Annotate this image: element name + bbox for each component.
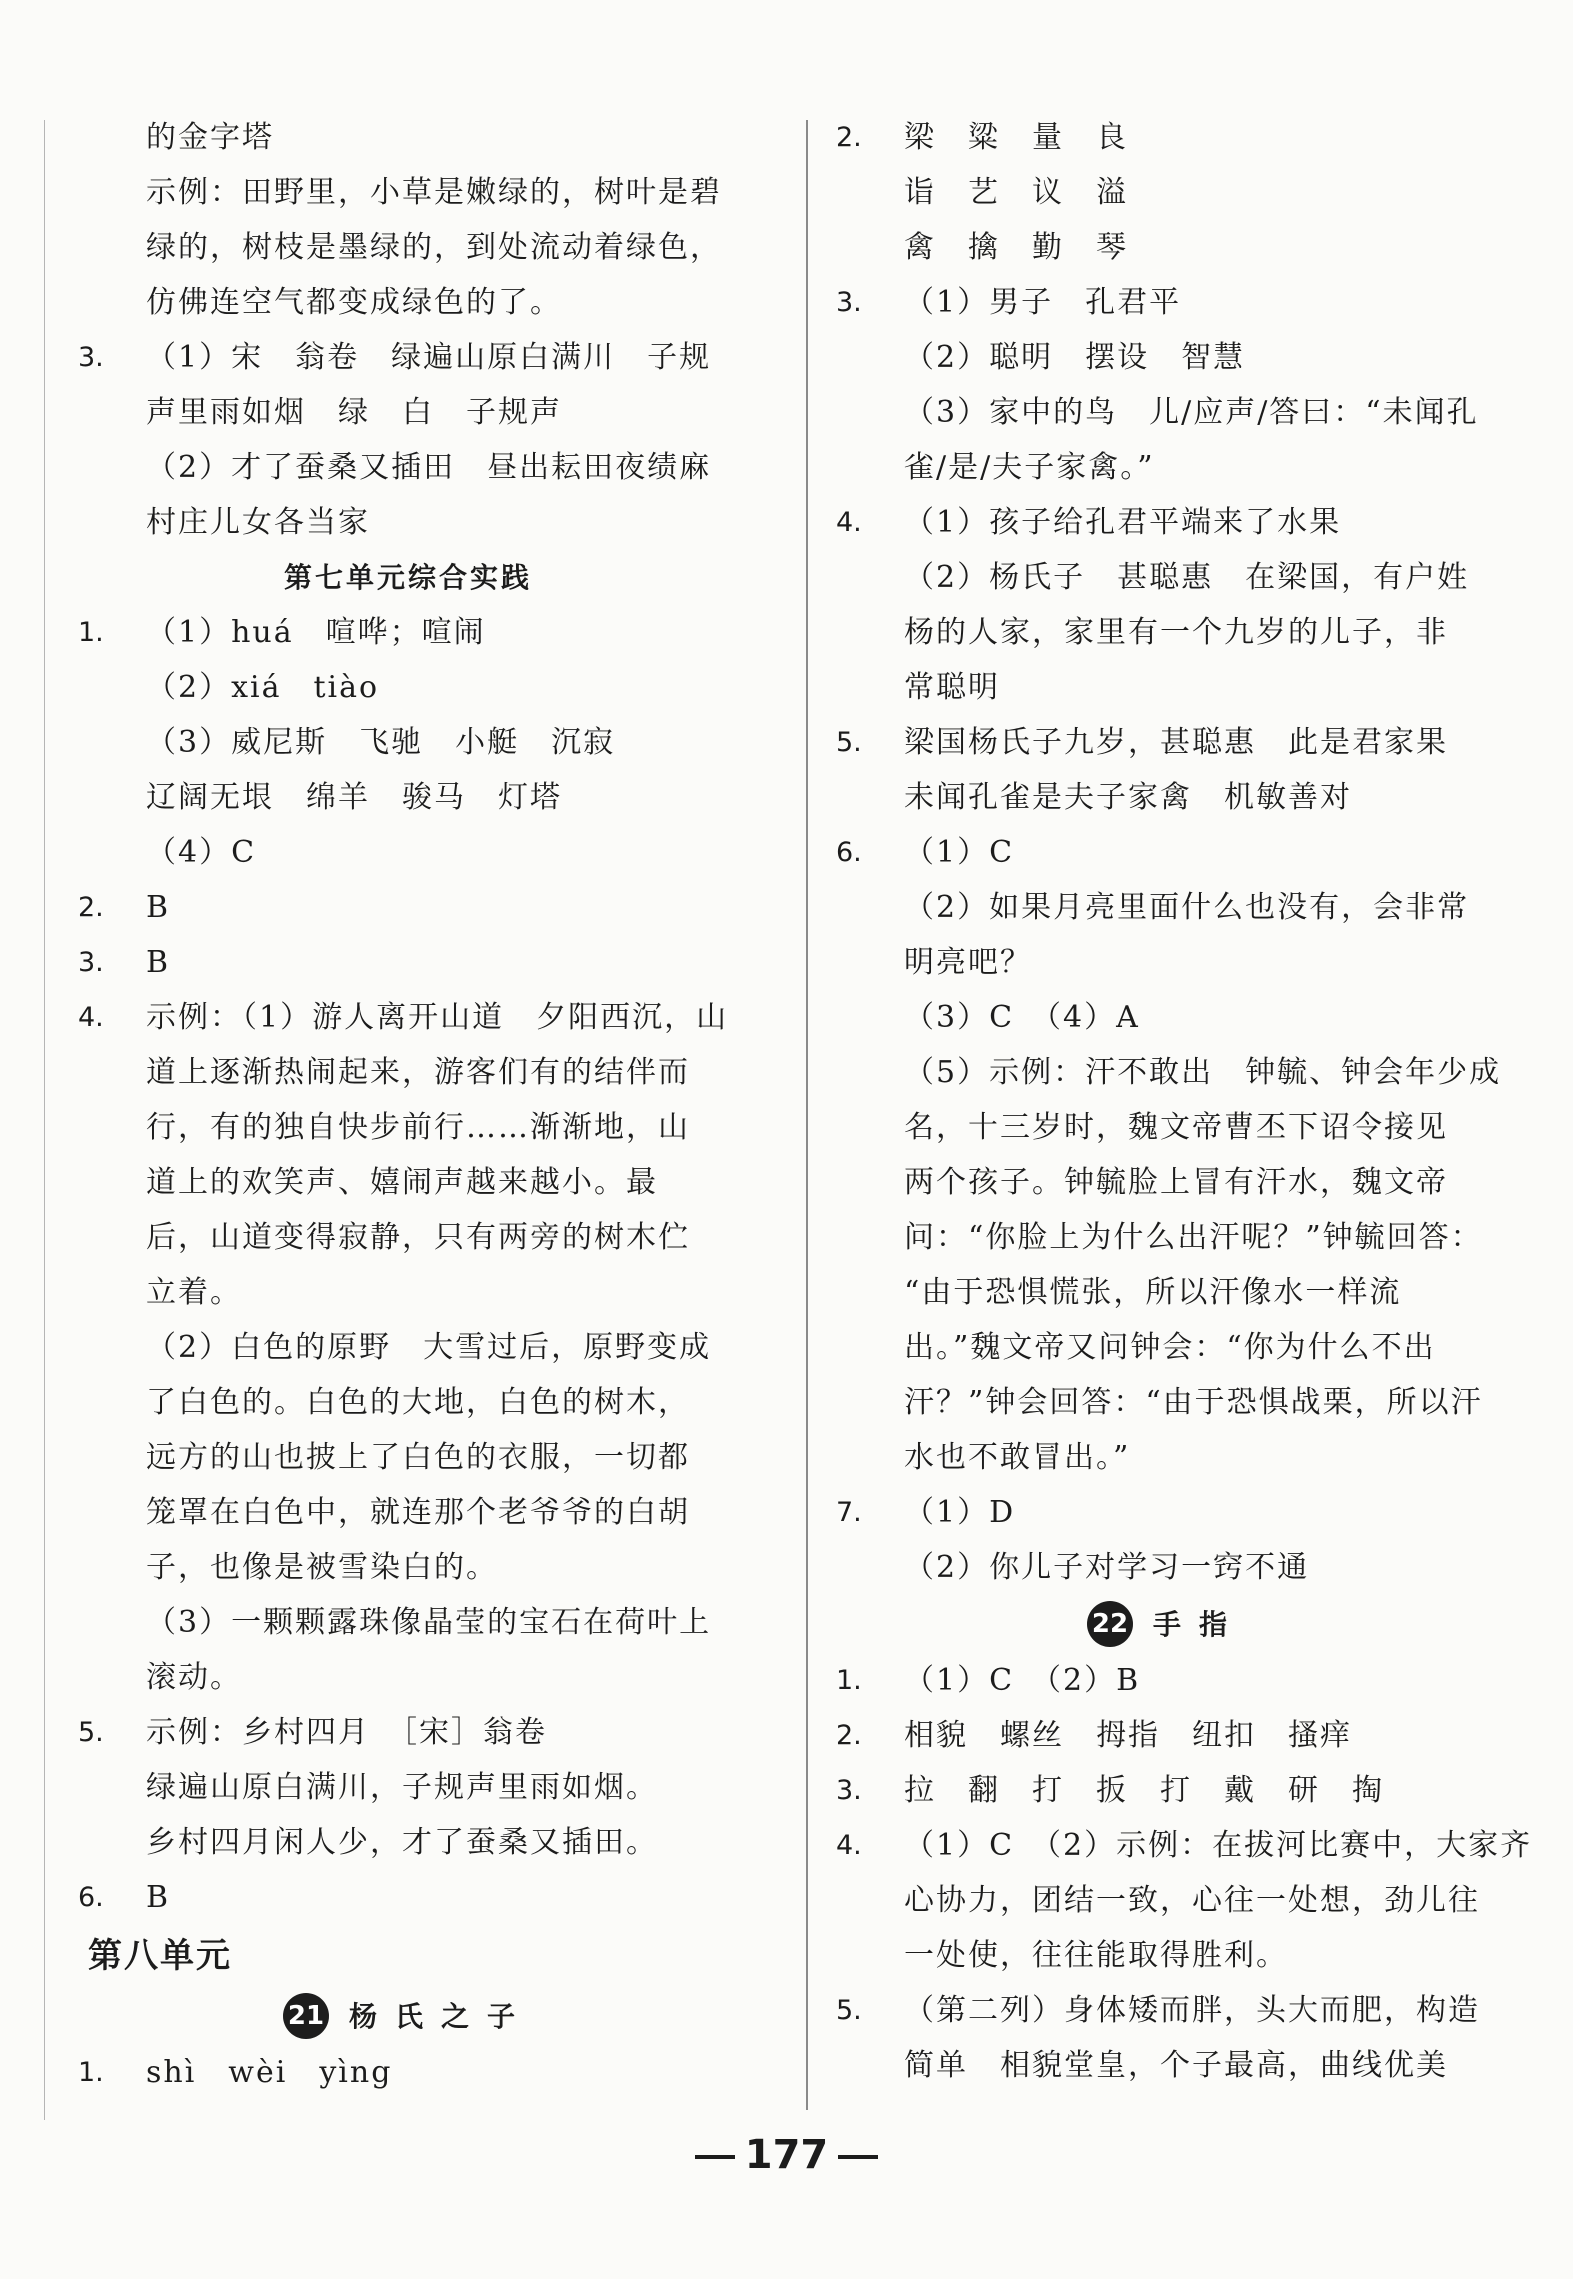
answer-text: （3）C （4）A — [904, 1000, 1140, 1035]
question-number: 2. — [836, 1720, 862, 1751]
answer-text: 滚动。 — [146, 1660, 242, 1695]
answer-line — [88, 1430, 728, 1485]
answer-text: 立着。 — [146, 1275, 242, 1310]
answer-line — [846, 1210, 1486, 1265]
answer-text: 示例：田野里，小草是嫩绿的，树叶是碧 — [146, 175, 722, 210]
question-number: 3. — [836, 1775, 862, 1806]
answer-line — [88, 1485, 728, 1540]
answer-text: （1）C （2）示例：在拔河比赛中，大家齐 — [904, 1828, 1533, 1863]
answer-line — [836, 1708, 1486, 1763]
answer-line — [846, 770, 1486, 825]
answer-text: 水也不敢冒出。” — [904, 1440, 1131, 1475]
question-number: 6. — [78, 1882, 104, 1913]
question-number: 5. — [836, 727, 862, 758]
answer-text: 仿佛连空气都变成绿色的了。 — [146, 285, 562, 320]
answer-line — [78, 2045, 728, 2100]
answer-text: （3）一颗颗露珠像晶莹的宝石在荷叶上 — [146, 1605, 712, 1640]
answer-line — [836, 1485, 1486, 1540]
answer-text: 雀/是/夫子家禽。” — [904, 450, 1155, 485]
answer-text: 相貌 螺丝 拇指 纽扣 搔痒 — [904, 1718, 1352, 1753]
answer-text: 了白色的。白色的大地，白色的树木， — [146, 1385, 690, 1420]
answer-text: （1）宋 翁卷 绿遍山原白满川 子规 — [146, 340, 712, 375]
answer-text: （1）C — [904, 835, 1015, 870]
lesson-title-22 — [846, 1595, 1486, 1653]
answer-line — [88, 275, 728, 330]
answer-text: 声里雨如烟 绿 白 子规声 — [146, 395, 562, 430]
right-answer-block-1 — [836, 110, 1516, 1595]
answer-text: 杨的人家，家里有一个九岁的儿子，非 — [904, 615, 1448, 650]
answer-text: 问：“你脸上为什么出汗呢？”钟毓回答： — [904, 1220, 1483, 1255]
answer-line — [88, 770, 728, 825]
answer-text: （2）xiá tiào — [146, 670, 380, 705]
answer-text: （1）huá 喧哗；喧闹 — [146, 615, 486, 650]
question-number: 1. — [836, 1665, 862, 1696]
right-column — [836, 110, 1533, 2093]
answer-text: 示例：乡村四月 ［宋］翁卷 — [146, 1715, 547, 1750]
page-edge-line — [44, 120, 45, 2120]
answer-line — [836, 275, 1486, 330]
lesson-title-text: 手指 — [1152, 1607, 1245, 1641]
answer-line — [846, 385, 1486, 440]
answer-line — [78, 990, 729, 1045]
answer-line — [88, 1540, 728, 1595]
answer-text: （2）才了蚕桑又插田 昼出耘田夜绩麻 — [146, 450, 712, 485]
question-number: 4. — [836, 1830, 862, 1861]
right-answer-block-2 — [836, 1653, 1533, 2093]
section-heading: 第七单元综合实践 — [283, 561, 532, 594]
answer-text: 汗？”钟会回答：“由于恐惧战栗，所以汗 — [904, 1385, 1483, 1420]
question-number: 3. — [836, 287, 862, 318]
answer-line — [88, 495, 728, 550]
answer-text: 绿遍山原白满川，子规声里雨如烟。 — [146, 1770, 658, 1805]
answer-text: 笼罩在白色中，就连那个老爷爷的白胡 — [146, 1495, 690, 1530]
answer-line — [846, 165, 1486, 220]
answer-text: 明亮吧？ — [904, 945, 1032, 980]
answer-text: 子，也像是被雪染白的。 — [146, 1550, 498, 1585]
answer-line — [836, 825, 1486, 880]
answer-text: “由于恐惧慌张，所以汗像水一样流 — [904, 1275, 1402, 1310]
answer-line — [836, 1763, 1486, 1818]
answer-text: （1）D — [904, 1495, 1016, 1530]
answer-text: （2）白色的原野 大雪过后，原野变成 — [146, 1330, 712, 1365]
left-answer-block-2 — [78, 605, 758, 1925]
answer-line — [88, 385, 728, 440]
answer-line — [846, 1155, 1486, 1210]
answer-line — [88, 165, 728, 220]
answer-text: 道上的欢笑声、嬉闹声越来越小。最 — [146, 1165, 658, 1200]
answer-line — [846, 1375, 1486, 1430]
answer-line — [78, 880, 728, 935]
answer-line — [846, 660, 1486, 715]
lesson-number-badge: 22 — [1087, 1601, 1133, 1647]
question-number: 2. — [836, 122, 862, 153]
answer-line — [846, 550, 1486, 605]
question-number: 5. — [78, 1717, 104, 1748]
answer-text: （3）威尼斯 飞驰 小艇 沉寂 — [146, 725, 616, 760]
answer-text: 未闻孔雀是夫子家禽 机敏善对 — [904, 780, 1352, 815]
answer-line — [88, 1155, 728, 1210]
answer-text: shì wèi yìng — [146, 2055, 393, 2090]
answer-text: 后，山道变得寂静，只有两旁的树木伫 — [146, 1220, 690, 1255]
answer-text: 道上逐渐热闹起来，游客们有的结伴而 — [146, 1055, 690, 1090]
answer-line — [836, 495, 1486, 550]
answer-text: 行，有的独自快步前行……渐渐地，山 — [146, 1110, 690, 1145]
answer-line — [88, 1815, 728, 1870]
answer-text: 的金字塔 — [146, 120, 274, 155]
answer-line — [88, 440, 728, 495]
answer-text: 两个孩子。钟毓脸上冒有汗水，魏文帝 — [904, 1165, 1448, 1200]
answer-line — [846, 990, 1486, 1045]
answer-line — [78, 1870, 728, 1925]
question-number: 5. — [836, 1995, 862, 2026]
answer-line — [88, 1210, 728, 1265]
answer-line — [78, 330, 728, 385]
answer-line — [88, 660, 728, 715]
answer-line — [88, 110, 728, 165]
answer-line — [846, 1265, 1486, 1320]
answer-text: （1）孩子给孔君平端来了水果 — [904, 505, 1342, 540]
answer-text: （2）聪明 摆设 智慧 — [904, 340, 1246, 375]
answer-text: B — [146, 1880, 171, 1915]
answer-text: 禽 擒 勤 琴 — [904, 230, 1128, 265]
left-answer-block-1 — [78, 110, 758, 550]
answer-line — [846, 1045, 1502, 1100]
answer-line — [846, 220, 1486, 275]
answer-text: 绿的，树枝是墨绿的，到处流动着绿色， — [146, 230, 722, 265]
answer-line — [846, 2038, 1486, 2093]
answer-line — [88, 220, 728, 275]
answer-text: （第二列）身体矮而胖，头大而肥，构造 — [904, 1993, 1480, 2028]
left-answer-block-3 — [78, 2045, 758, 2100]
answer-line — [88, 1265, 728, 1320]
answer-line — [78, 605, 728, 660]
answer-text: （1）C （2）B — [904, 1663, 1141, 1698]
answer-line — [846, 880, 1486, 935]
answer-text: 名，十三岁时，魏文帝曹丕下诏令接见 — [904, 1110, 1448, 1145]
lesson-number-badge: 21 — [283, 1993, 329, 2039]
answer-text: （2）杨氏子 甚聪惠 在梁国，有户姓 — [904, 560, 1470, 595]
question-number: 1. — [78, 617, 104, 648]
answer-line — [88, 1045, 728, 1100]
question-number: 4. — [836, 507, 862, 538]
answer-line — [836, 1983, 1486, 2038]
answer-text: 常聪明 — [904, 670, 1000, 705]
answer-text: （2）如果月亮里面什么也没有，会非常 — [904, 890, 1470, 925]
question-number: 2. — [78, 892, 104, 923]
page-footer — [0, 2132, 1573, 2178]
answer-text: 辽阔无垠 绵羊 骏马 灯塔 — [146, 780, 562, 815]
answer-line — [88, 1375, 728, 1430]
question-number: 1. — [78, 2057, 104, 2088]
lesson-title-text: 杨氏之子 — [348, 1999, 533, 2033]
answer-text: 梁国杨氏子九岁，甚聪惠 此是君家果 — [904, 725, 1448, 760]
answer-text: 拉 翻 打 扳 打 戴 研 掏 — [904, 1773, 1384, 1808]
answer-text: 梁 粱 量 良 — [904, 120, 1128, 155]
answer-line — [88, 1100, 728, 1155]
answer-text: （3）家中的鸟 儿/应声/答曰：“未闻孔 — [904, 395, 1479, 430]
answer-text: （2）你儿子对学习一窍不通 — [904, 1550, 1310, 1585]
answer-line — [88, 715, 728, 770]
question-number: 3. — [78, 342, 104, 373]
answer-text: 心协力，团结一致，心往一处想，劲儿往 — [904, 1883, 1480, 1918]
question-number: 6. — [836, 837, 862, 868]
answer-line — [846, 330, 1486, 385]
answer-line — [836, 715, 1486, 770]
footer-dash — [695, 2155, 735, 2159]
answer-line — [78, 1705, 728, 1760]
answer-line — [836, 110, 1486, 165]
answer-text: （1）男子 孔君平 — [904, 285, 1182, 320]
unit-title: 第八单元 — [88, 1936, 232, 1976]
answer-line — [846, 1320, 1486, 1375]
question-number: 7. — [836, 1497, 862, 1528]
answer-line — [78, 935, 728, 990]
answer-text: 诣 艺 议 溢 — [904, 175, 1128, 210]
answer-text: 出。”魏文帝又问钟会：“你为什么不出 — [904, 1330, 1436, 1365]
footer-dash — [838, 2155, 878, 2159]
answer-line — [846, 1540, 1486, 1595]
answer-line — [88, 1760, 728, 1815]
answer-line — [836, 1653, 1486, 1708]
answer-line — [846, 605, 1486, 660]
answer-text: 村庄儿女各当家 — [146, 505, 370, 540]
answer-line — [88, 825, 728, 880]
answer-text: B — [146, 890, 171, 925]
answer-line — [846, 1100, 1486, 1155]
answer-text: 远方的山也披上了白色的衣服，一切都 — [146, 1440, 690, 1475]
page-number: 177 — [744, 2132, 829, 2178]
answer-text: B — [146, 945, 171, 980]
left-column — [78, 110, 758, 2100]
lesson-title-21 — [88, 1987, 728, 2045]
answer-text: （4）C — [146, 835, 257, 870]
answer-line — [836, 1818, 1533, 1873]
column-divider — [806, 120, 808, 2110]
answer-line — [88, 1320, 728, 1375]
answer-line — [846, 1928, 1486, 1983]
question-number: 3. — [78, 947, 104, 978]
answer-line — [88, 1595, 728, 1650]
answer-text: 一处使，往往能取得胜利。 — [904, 1938, 1288, 1973]
answer-text: 乡村四月闲人少，才了蚕桑又插田。 — [146, 1825, 658, 1860]
answer-text: （5）示例：汗不敢出 钟毓、钟会年少成 — [904, 1055, 1502, 1090]
answer-line — [846, 1430, 1486, 1485]
answer-text: 示例：（1）游人离开山道 夕阳西沉，山 — [146, 1000, 729, 1035]
answer-line — [846, 1873, 1486, 1928]
question-number: 4. — [78, 1002, 104, 1033]
answer-line — [846, 935, 1486, 990]
answer-line — [846, 440, 1486, 495]
answer-line — [88, 1650, 728, 1705]
answer-text: 简单 相貌堂皇，个子最高，曲线优美 — [904, 2048, 1448, 2083]
